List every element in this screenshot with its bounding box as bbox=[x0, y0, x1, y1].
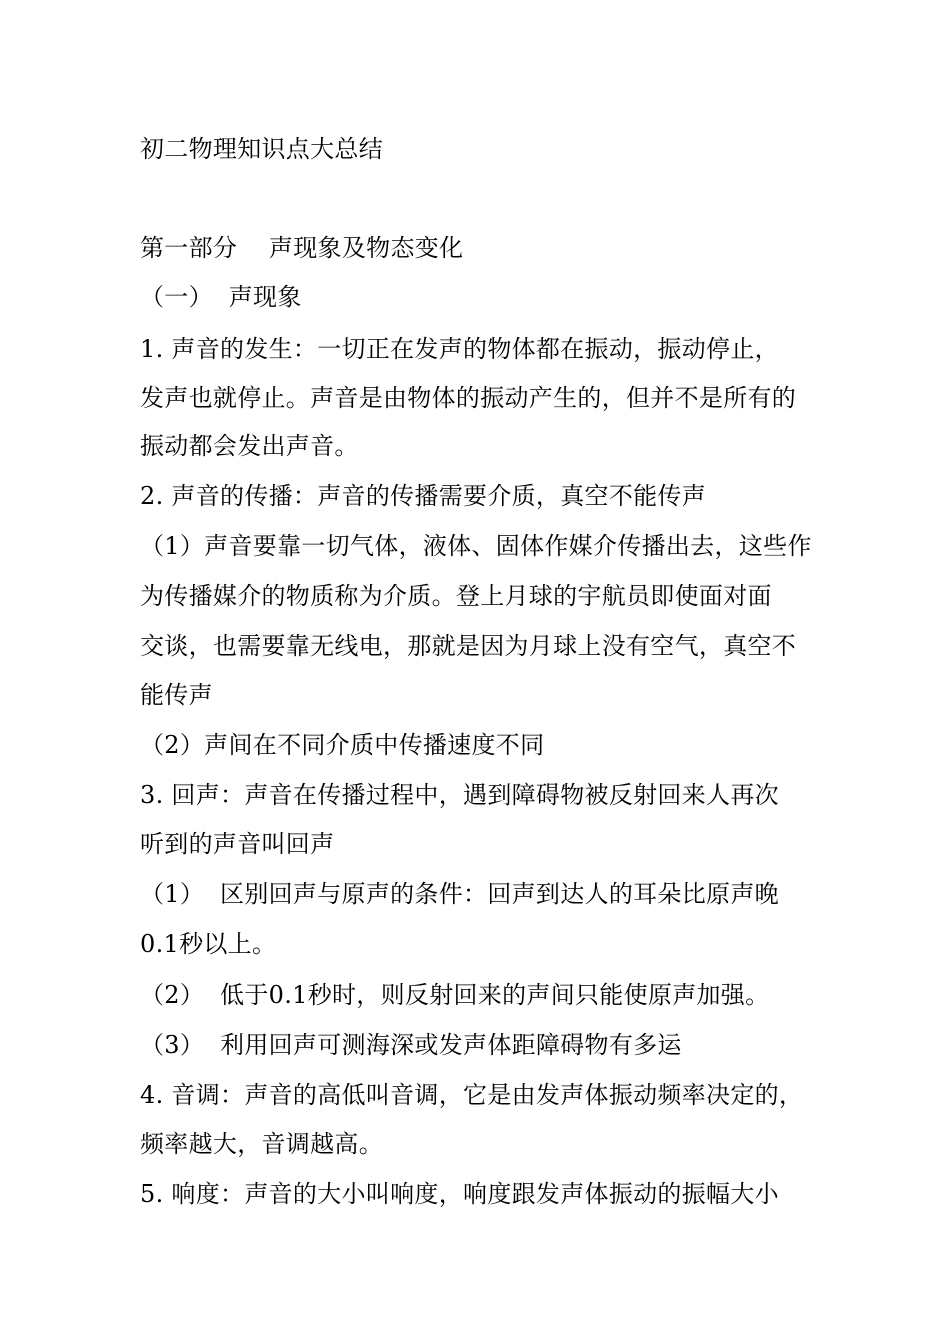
paragraph-line: （2）声间在不同介质中传播速度不同 bbox=[140, 731, 545, 759]
paragraph-line: （3） 利用回声可测海深或发声体距障碍物有多运 bbox=[140, 1031, 682, 1059]
paragraph-line: （1） 区别回声与原声的条件：回声到达人的耳朵比原声晚 bbox=[140, 880, 779, 908]
paragraph-line: 频率越大，音调越高。 bbox=[140, 1130, 383, 1158]
subsection-heading: （一） 声现象 bbox=[140, 283, 302, 311]
paragraph-line: 4. 音调：声音的高低叫音调，它是由发声体振动频率决定的， bbox=[140, 1081, 804, 1109]
paragraph-line: 听到的声音叫回声 bbox=[140, 830, 335, 858]
paragraph-line: 能传声 bbox=[140, 681, 213, 709]
paragraph-line: 为传播媒介的物质称为介质。登上月球的宇航员即使面对面 bbox=[140, 582, 772, 610]
paragraph-line: 0.1秒以上。 bbox=[140, 930, 277, 958]
paragraph-line: （2） 低于0.1秒时，则反射回来的声间只能使原声加强。 bbox=[140, 981, 770, 1009]
paragraph-line: 1. 声音的发生：一切正在发声的物体都在振动，振动停止， bbox=[140, 335, 779, 363]
document-title: 初二物理知识点大总结 bbox=[140, 135, 383, 163]
paragraph-line: 交谈，也需要靠无线电，那就是因为月球上没有空气，真空不 bbox=[140, 632, 797, 660]
paragraph-line: 发声也就停止。声音是由物体的振动产生的，但并不是所有的 bbox=[140, 384, 797, 412]
section-heading: 第一部分 声现象及物态变化 bbox=[140, 234, 464, 262]
paragraph-line: 振动都会发出声音。 bbox=[140, 432, 359, 460]
paragraph-line: 2. 声音的传播：声音的传播需要介质，真空不能传声 bbox=[140, 482, 707, 510]
paragraph-line: 3. 回声：声音在传播过程中，遇到障碍物被反射回来人再次 bbox=[140, 781, 779, 809]
paragraph-line: （1）声音要靠一切气体，液体、固体作媒介传播出去，这些作 bbox=[140, 532, 812, 560]
paragraph-line: 5. 响度：声音的大小叫响度，响度跟发声体振动的振幅大小 bbox=[140, 1180, 779, 1208]
